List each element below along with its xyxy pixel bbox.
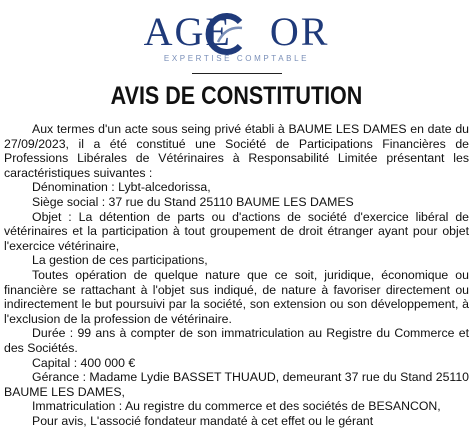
notice-title: AVIS DE CONSTITUTION xyxy=(110,82,363,110)
paragraph-gerance: Gérance : Madame Lydie BASSET THUAUD, demeurant 37 rue du Stand 25110 BAUME LES DAMES, xyxy=(4,370,470,399)
paragraph-intro: Aux termes d'un acte sous seing privé établi à BAUME LES DAMES en date du 27/09/2023, il a été constitué une Société de Participations Financières de Professions Libérales de Vétérinaires à Responsabilité Limitée présentant les caractéristiques suivantes : xyxy=(4,122,469,180)
paragraph-denomination: Dénomination : Lybt-alcedorissa, xyxy=(32,180,211,195)
notice-body xyxy=(4,122,469,428)
agecor-logo xyxy=(0,6,473,68)
paragraph-capital: Capital : 400 000 € xyxy=(32,355,136,370)
paragraph-operations: Toutes opération de quelque nature que ce soit, juridique, économique ou financière se rattachant à l'objet sus indiqué, de nature à favoriser directement ou indirectement le but poursuivi par la société, son extension ou son développement, à l'exclusion de la profession de vétérinaire. xyxy=(4,267,469,326)
logo-tagline: EXPERTISE COMPTABLE xyxy=(163,54,310,63)
logo-c-swirl-icon xyxy=(204,12,248,56)
paragraph-objet: Objet : La détention de parts ou d'actions de société d'exercice libéral de vétérinaires et la participation à tout groupement de droit étranger ayant pour objet l'exercice vétérinaire, xyxy=(4,209,469,253)
divider xyxy=(192,73,282,74)
logo-text-left: AGE xyxy=(143,9,232,54)
paragraph-duree: Durée : 99 ans à compter de son immatriculation au Registre du Commerce et des Sociétés. xyxy=(4,326,469,355)
paragraph-immatriculation: Immatriculation : Au registre du commerce et des sociétés de BESANCON, xyxy=(32,399,441,414)
logo-text-right: OR xyxy=(269,9,330,54)
paragraph-siege: Siège social : 37 rue du Stand 25110 BAUME LES DAMES xyxy=(32,194,354,209)
paragraph-gestion: La gestion de ces participations, xyxy=(32,253,208,268)
paragraph-pour-avis: Pour avis, L'associé fondateur mandaté à cet effet ou le gérant xyxy=(32,413,374,428)
